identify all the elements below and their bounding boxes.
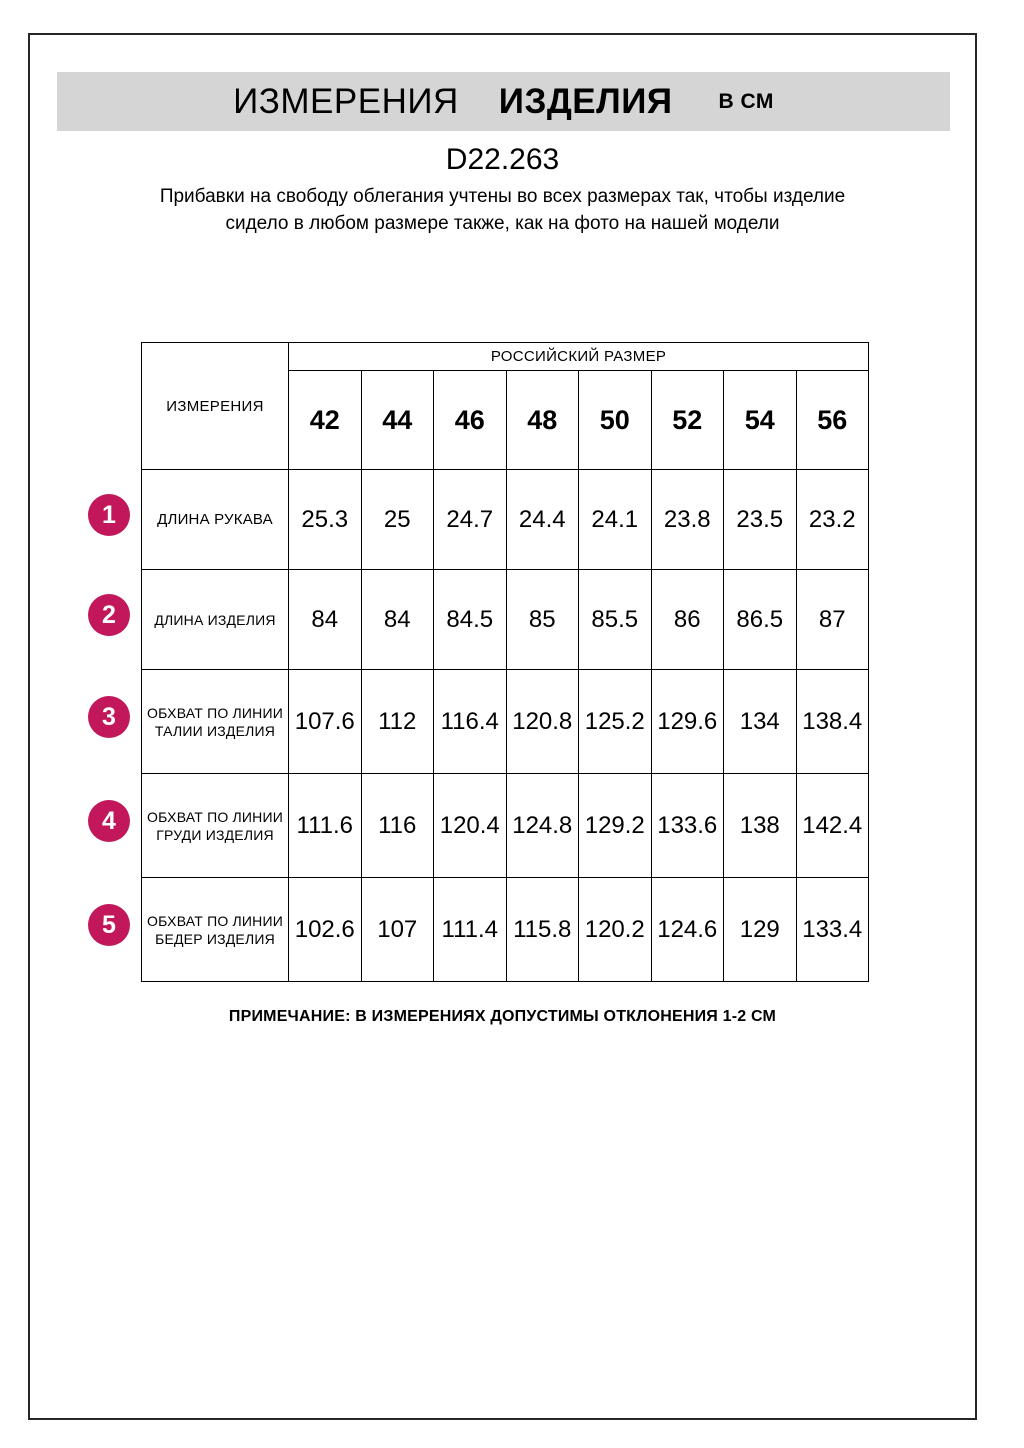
measure-cell: 125.2 <box>579 670 652 774</box>
table-row <box>142 878 869 982</box>
table-row <box>142 570 869 670</box>
title-product: ИЗДЕЛИЯ <box>498 81 673 121</box>
measure-cell: 116 <box>361 774 434 878</box>
measure-cell: 25.3 <box>289 470 362 570</box>
row-badge-1: 1 <box>88 494 130 536</box>
measure-cell: 24.7 <box>434 470 507 570</box>
measure-cell: 85 <box>506 570 579 670</box>
product-description: Прибавки на свободу облегания учтены во всех размерах так, чтобы изделие сидело в любом размере также, как на фото на нашей модели <box>159 186 846 234</box>
measure-cell: 24.4 <box>506 470 579 570</box>
row-badge-2: 2 <box>88 594 130 636</box>
measure-cell: 85.5 <box>579 570 652 670</box>
title-unit: В СМ <box>718 89 774 113</box>
measure-cell: 23.8 <box>651 470 724 570</box>
size-header-cell: 56 <box>796 371 869 470</box>
measure-cell: 138.4 <box>796 670 869 774</box>
title-measurements: ИЗМЕРЕНИЯ <box>233 81 459 121</box>
product-code: D22.263 <box>445 143 560 176</box>
table-row <box>142 774 869 878</box>
row-label: ОБХВАТ ПО ЛИНИИ ТАЛИИ ИЗДЕЛИЯ <box>142 670 289 774</box>
row-badge-5: 5 <box>88 904 130 946</box>
measure-cell: 23.2 <box>796 470 869 570</box>
footnote: ПРИМЕЧАНИЕ: В ИЗМЕРЕНИЯХ ДОПУСТИМЫ ОТКЛОНЕНИЯ 1-2 СМ <box>228 1008 777 1025</box>
size-header-cell: 50 <box>579 371 652 470</box>
measure-cell: 120.4 <box>434 774 507 878</box>
table-header-group-row <box>142 343 869 371</box>
measure-cell: 133.6 <box>651 774 724 878</box>
measure-cell: 111.6 <box>289 774 362 878</box>
measure-cell: 116.4 <box>434 670 507 774</box>
header-measurements: ИЗМЕРЕНИЯ <box>142 343 289 470</box>
measure-cell: 138 <box>724 774 797 878</box>
size-header-cell: 46 <box>434 371 507 470</box>
table-row <box>142 470 869 570</box>
measure-cell: 124.6 <box>651 878 724 982</box>
measure-cell: 129 <box>724 878 797 982</box>
table-row <box>142 670 869 774</box>
measure-cell: 129.2 <box>579 774 652 878</box>
measure-cell: 111.4 <box>434 878 507 982</box>
title-band <box>57 72 950 131</box>
size-header-cell: 44 <box>361 371 434 470</box>
measure-cell: 107.6 <box>289 670 362 774</box>
header-russian-size: РОССИЙСКИЙ РАЗМЕР <box>289 343 869 371</box>
measure-cell: 84 <box>289 570 362 670</box>
size-table-wrap <box>141 342 868 982</box>
size-table <box>141 342 869 982</box>
measure-cell: 112 <box>361 670 434 774</box>
measure-cell: 120.8 <box>506 670 579 774</box>
row-badge-3: 3 <box>88 696 130 738</box>
measure-cell: 25 <box>361 470 434 570</box>
measure-cell: 124.8 <box>506 774 579 878</box>
measure-cell: 133.4 <box>796 878 869 982</box>
row-label: ДЛИНА РУКАВА <box>142 470 289 570</box>
measure-cell: 84 <box>361 570 434 670</box>
measure-cell: 129.6 <box>651 670 724 774</box>
measure-cell: 120.2 <box>579 878 652 982</box>
measure-cell: 23.5 <box>724 470 797 570</box>
document-page <box>28 33 977 1420</box>
measure-cell: 84.5 <box>434 570 507 670</box>
measure-cell: 142.4 <box>796 774 869 878</box>
size-header-cell: 42 <box>289 371 362 470</box>
measure-cell: 86.5 <box>724 570 797 670</box>
size-header-cell: 52 <box>651 371 724 470</box>
size-header-cell: 48 <box>506 371 579 470</box>
row-label: ОБХВАТ ПО ЛИНИИ БЕДЕР ИЗДЕЛИЯ <box>142 878 289 982</box>
row-badge-4: 4 <box>88 800 130 842</box>
measure-cell: 86 <box>651 570 724 670</box>
row-label: ОБХВАТ ПО ЛИНИИ ГРУДИ ИЗДЕЛИЯ <box>142 774 289 878</box>
measure-cell: 134 <box>724 670 797 774</box>
measure-cell: 107 <box>361 878 434 982</box>
measure-cell: 115.8 <box>506 878 579 982</box>
measure-cell: 102.6 <box>289 878 362 982</box>
size-header-cell: 54 <box>724 371 797 470</box>
measure-cell: 24.1 <box>579 470 652 570</box>
measure-cell: 87 <box>796 570 869 670</box>
row-label: ДЛИНА ИЗДЕЛИЯ <box>142 570 289 670</box>
